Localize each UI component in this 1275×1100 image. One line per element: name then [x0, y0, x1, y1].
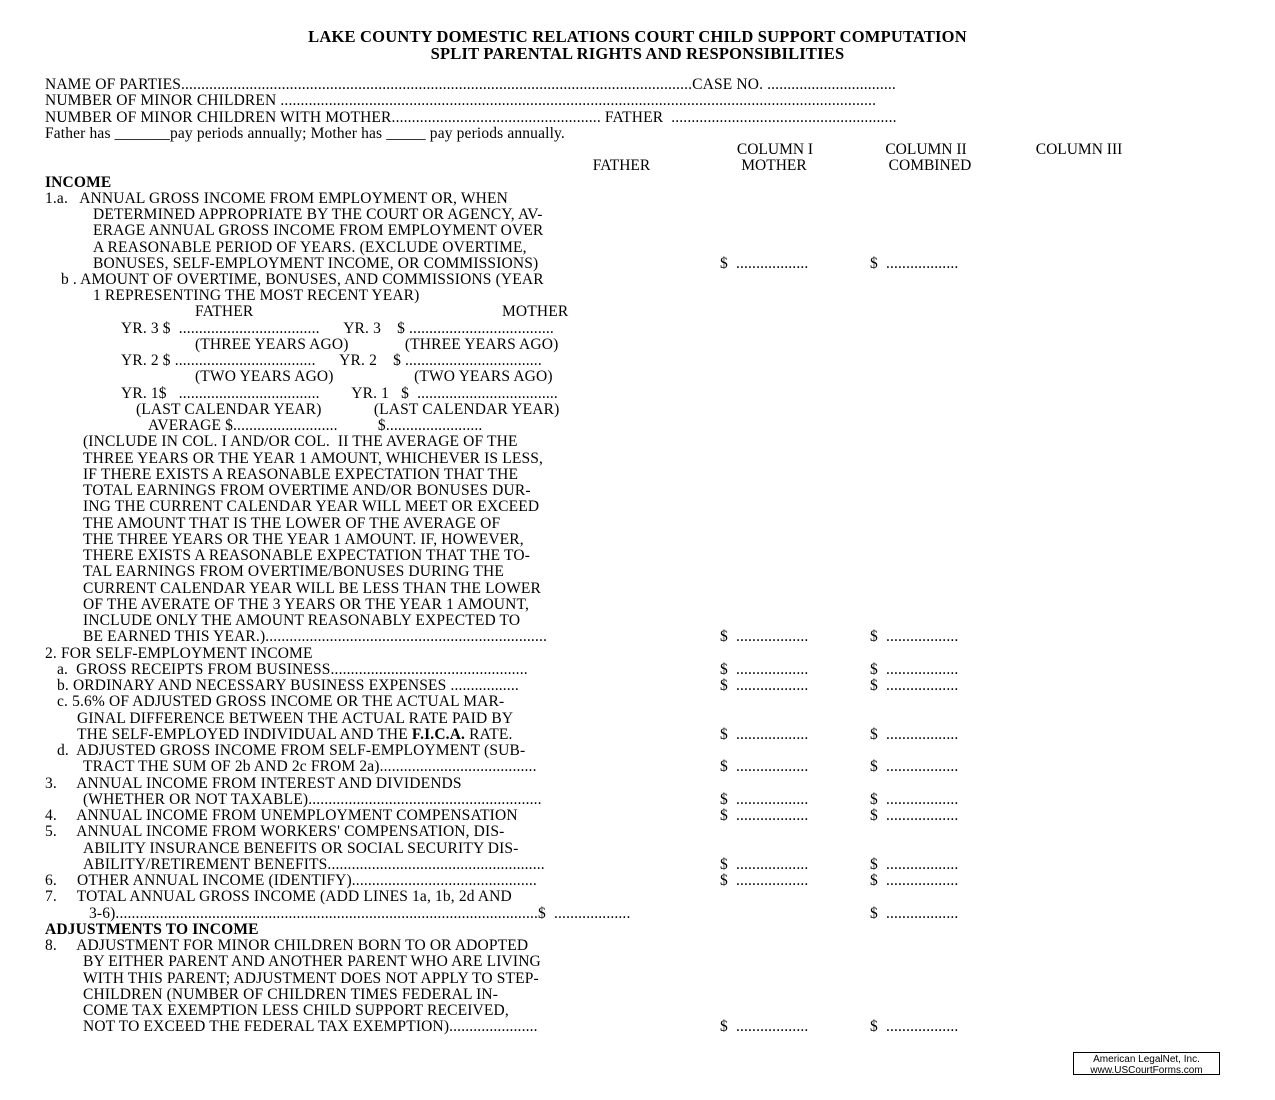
line-3-mother-blank[interactable]: $ .................. [870, 791, 959, 808]
line-6-mother-blank[interactable]: $ .................. [870, 872, 959, 889]
line-2d-text: TRACT THE SUM OF 2b AND 2c FROM 2a)....................................... [83, 758, 537, 775]
line-2a-mother-blank[interactable]: $ .................. [870, 661, 959, 678]
line-1a-text: ERAGE ANNUAL GROSS INCOME FROM EMPLOYMENT OVER [93, 222, 544, 239]
overtime-instruction: IF THERE EXISTS A REASONABLE EXPECTATION THAT THE [83, 466, 519, 483]
year-3-amounts[interactable]: YR. 3 $ ................................... YR. 3 $ .................................... [121, 320, 554, 337]
year-1-amounts[interactable]: YR. 1$ ................................... YR. 1 $ ................................... [121, 385, 558, 402]
line-7: 7. TOTAL ANNUAL GROSS INCOME (ADD LINES 1a, 1b, 2d AND [45, 888, 512, 905]
line-1a-father-blank[interactable]: $ .................. [720, 255, 809, 272]
line-4-mother-blank[interactable]: $ .................. [870, 807, 959, 824]
line-5-mother-blank[interactable]: $ .................. [870, 856, 959, 873]
father-column-label: FATHER [592, 157, 651, 174]
line-1a-text: BONUSES, SELF-EMPLOYMENT INCOME, OR COMMISSIONS) [93, 255, 539, 272]
overtime-instruction: THE THREE YEARS OR THE YEAR 1 AMOUNT. IF, HOWEVER, [83, 531, 524, 548]
overtime-father-label: FATHER [195, 303, 254, 320]
line-5: 5. ANNUAL INCOME FROM WORKERS' COMPENSATION, DIS- [45, 823, 505, 840]
line-2c-father-blank[interactable]: $ .................. [720, 726, 809, 743]
line-1b-mother-blank[interactable]: $ .................. [870, 628, 959, 645]
form-title: LAKE COUNTY DOMESTIC RELATIONS COURT CHILD SUPPORT COMPUTATION [308, 27, 967, 46]
publisher-name: American LegalNet, Inc. [1093, 1054, 1200, 1065]
line-1a: 1.a. ANNUAL GROSS INCOME FROM EMPLOYMENT OR, WHEN [45, 190, 508, 207]
year-3-note: (THREE YEARS AGO) (THREE YEARS AGO) [195, 336, 559, 353]
line-6: 6. OTHER ANNUAL INCOME (IDENTIFY).............................................. [45, 872, 537, 889]
form-subtitle: SPLIT PARENTAL RIGHTS AND RESPONSIBILITIES [430, 44, 845, 63]
number-of-children-field[interactable]: NUMBER OF MINOR CHILDREN .................................................................................................................................................... [45, 92, 877, 109]
line-8-text: BY EITHER PARENT AND ANOTHER PARENT WHO ARE LIVING [83, 953, 541, 970]
publisher-badge [1073, 1052, 1220, 1075]
line-5-text: ABILITY/RETIREMENT BENEFITS...................................................... [83, 856, 545, 873]
overtime-instruction: INCLUDE ONLY THE AMOUNT REASONABLY EXPECTED TO [83, 612, 521, 629]
publisher-url[interactable]: www.USCourtForms.com [1090, 1065, 1203, 1076]
year-2-amounts[interactable]: YR. 2 $ ................................... YR. 2 $ .................................. [121, 352, 542, 369]
line-4-father-blank[interactable]: $ .................. [720, 807, 809, 824]
line-5-father-blank[interactable]: $ .................. [720, 856, 809, 873]
line-1b-text: 1 REPRESENTING THE MOST RECENT YEAR) [93, 287, 420, 304]
line-2d: d. ADJUSTED GROSS INCOME FROM SELF-EMPLOYMENT (SUB- [57, 742, 526, 759]
line-8-text: WITH THIS PARENT; ADJUSTMENT DOES NOT APPLY TO STEP- [83, 970, 539, 987]
line-6-father-blank[interactable]: $ .................. [720, 872, 809, 889]
line-8-text: NOT TO EXCEED THE FEDERAL TAX EXEMPTION)...................... [83, 1018, 538, 1035]
overtime-instruction: ING THE CURRENT CALENDAR YEAR WILL MEET OR EXCEED [83, 498, 540, 515]
overtime-instruction: CURRENT CALENDAR YEAR WILL BE LESS THAN THE LOWER [83, 580, 541, 597]
line-2b-father-blank[interactable]: $ .................. [720, 677, 809, 694]
line-2: 2. FOR SELF-EMPLOYMENT INCOME [45, 645, 313, 662]
overtime-instruction: BE EARNED THIS YEAR.)...................................................................... [83, 628, 548, 645]
line-8-mother-blank[interactable]: $ .................. [870, 1018, 959, 1035]
line-5-text: ABILITY INSURANCE BENEFITS OR SOCIAL SECURITY DIS- [83, 840, 519, 857]
pay-periods-field[interactable]: Father has _______pay periods annually; Mother has _____ pay periods annually. [45, 125, 565, 142]
overtime-instruction: TOTAL EARNINGS FROM OVERTIME AND/OR BONUSES DUR- [83, 482, 531, 499]
line-1a-text: DETERMINED APPROPRIATE BY THE COURT OR AGENCY, AV- [93, 206, 543, 223]
line-1a-text: A REASONABLE PERIOD OF YEARS. (EXCLUDE OVERTIME, [93, 239, 527, 256]
overtime-instruction: (INCLUDE IN COL. I AND/OR COL. II THE AVERAGE OF THE [83, 433, 518, 450]
overtime-instruction: THERE EXISTS A REASONABLE EXPECTATION THAT THE TO- [83, 547, 531, 564]
line-2a: a. GROSS RECEIPTS FROM BUSINESS................................................. [57, 661, 528, 678]
column-2-header: COLUMN II [885, 141, 967, 158]
line-3-father-blank[interactable]: $ .................. [720, 791, 809, 808]
name-of-parties-field[interactable]: NAME OF PARTIES...............................................................................................................................CASE NO. ................................ [45, 76, 896, 93]
line-2c-text [77, 727, 512, 743]
line-3: 3. ANNUAL INCOME FROM INTEREST AND DIVIDENDS [45, 775, 462, 792]
year-2-note: (TWO YEARS AGO) (TWO YEARS AGO) [195, 368, 553, 385]
line-2c-text: GINAL DIFFERENCE BETWEEN THE ACTUAL RATE PAID BY [77, 710, 514, 727]
adjustments-section-heading: ADJUSTMENTS TO INCOME [45, 921, 259, 938]
mother-column-label: MOTHER [741, 157, 807, 174]
income-section-heading: INCOME [45, 174, 112, 191]
line-2c-text-start: THE SELF-EMPLOYED INDIVIDUAL AND THE [77, 726, 412, 743]
line-1b: b . AMOUNT OF OVERTIME, BONUSES, AND COMMISSIONS (YEAR [61, 271, 544, 288]
line-7-text-with-father-blank[interactable]: 3-6).........................................................................................................$ ................... [89, 905, 631, 922]
overtime-mother-label: MOTHER [502, 303, 569, 320]
line-8: 8. ADJUSTMENT FOR MINOR CHILDREN BORN TO OR ADOPTED [45, 937, 529, 954]
line-2b-mother-blank[interactable]: $ .................. [870, 677, 959, 694]
children-with-mother-field[interactable]: NUMBER OF MINOR CHILDREN WITH MOTHER.................................................... FATHER ........................................................ [45, 109, 897, 126]
line-8-text: CHILDREN (NUMBER OF CHILDREN TIMES FEDERAL IN- [83, 986, 499, 1003]
average-amounts[interactable]: AVERAGE $.......................... $........................ [148, 417, 483, 434]
overtime-instruction: THREE YEARS OR THE YEAR 1 AMOUNT, WHICHEVER IS LESS, [83, 450, 544, 467]
column-1-header: COLUMN I [736, 141, 814, 158]
line-2c-text-end: RATE. [465, 726, 513, 743]
line-8-text: COME TAX EXEMPTION LESS CHILD SUPPORT RECEIVED, [83, 1002, 509, 1019]
line-2a-father-blank[interactable]: $ .................. [720, 661, 809, 678]
line-8-father-blank[interactable]: $ .................. [720, 1018, 809, 1035]
year-1-note: (LAST CALENDAR YEAR) (LAST CALENDAR YEAR) [136, 401, 560, 418]
fica-label: F.I.C.A. [411, 726, 466, 743]
line-7-mother-blank[interactable]: $ .................. [870, 905, 959, 922]
line-1a-mother-blank[interactable]: $ .................. [870, 255, 959, 272]
line-3-text: (WHETHER OR NOT TAXABLE).......................................................... [83, 791, 542, 808]
line-4: 4. ANNUAL INCOME FROM UNEMPLOYMENT COMPENSATION [45, 807, 518, 824]
overtime-instruction: TAL EARNINGS FROM OVERTIME/BONUSES DURING THE [83, 563, 504, 580]
overtime-instruction: OF THE AVERATE OF THE 3 YEARS OR THE YEAR 1 AMOUNT, [83, 596, 529, 613]
line-2c: c. 5.6% OF ADJUSTED GROSS INCOME OR THE ACTUAL MAR- [57, 693, 505, 710]
line-2d-mother-blank[interactable]: $ .................. [870, 758, 959, 775]
line-2b: b. ORDINARY AND NECESSARY BUSINESS EXPENSES ................. [57, 677, 519, 694]
combined-column-label: COMBINED [888, 157, 972, 174]
line-2c-mother-blank[interactable]: $ .................. [870, 726, 959, 743]
line-2d-father-blank[interactable]: $ .................. [720, 758, 809, 775]
overtime-instruction: THE AMOUNT THAT IS THE LOWER OF THE AVERAGE OF [83, 515, 501, 532]
column-3-header: COLUMN III [1035, 141, 1123, 158]
line-1b-father-blank[interactable]: $ .................. [720, 628, 809, 645]
